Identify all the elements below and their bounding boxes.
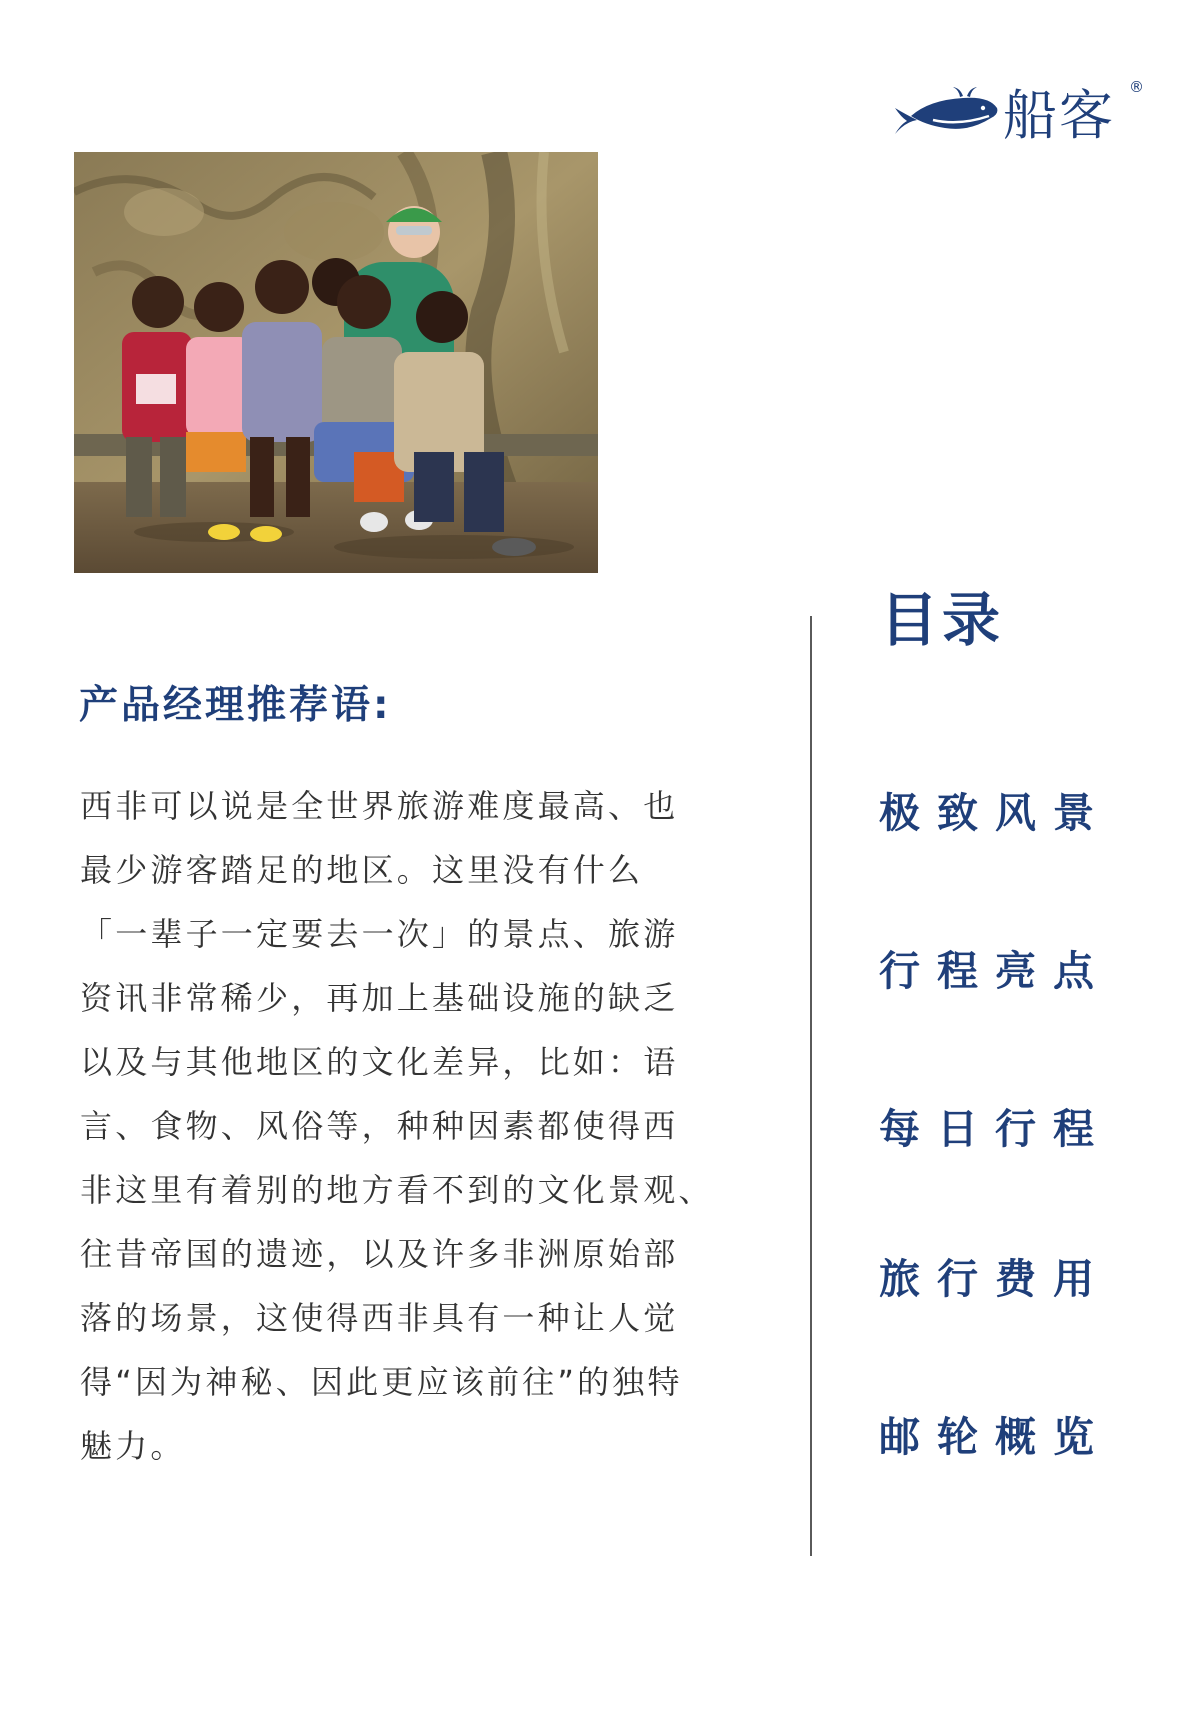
body-line: 「一辈子一定要去一次」的景点、旅游	[80, 915, 679, 953]
registered-mark: ®	[1129, 78, 1144, 96]
body-line: 以及与其他地区的文化差异，比如：语	[80, 1043, 679, 1081]
toc-item-scenery[interactable]: 极致风景	[879, 789, 1111, 837]
toc-title: 目录	[880, 586, 1005, 654]
recommendation-body	[80, 774, 714, 1478]
toc-item-daily-itinerary[interactable]: 每日行程	[879, 1105, 1111, 1153]
body-line: 言、食物、风俗等，种种因素都使得西	[80, 1107, 679, 1145]
recommendation-heading: 产品经理推荐语:	[79, 683, 392, 728]
toc-item-highlights[interactable]: 行程亮点	[879, 947, 1111, 995]
toc-item-travel-cost[interactable]: 旅行费用	[879, 1255, 1111, 1303]
toc-item-cruise-overview[interactable]: 邮轮概览	[879, 1413, 1111, 1461]
group-photo	[74, 152, 598, 573]
whale-icon	[893, 86, 1001, 142]
vertical-divider	[810, 616, 812, 1556]
body-line: 非这里有着别的地方看不到的文化景观、	[80, 1171, 714, 1209]
body-line: 资讯非常稀少，再加上基础设施的缺乏	[80, 979, 679, 1017]
body-line: 往昔帝国的遗迹，以及许多非洲原始部	[80, 1235, 679, 1273]
brand-logo	[893, 78, 1143, 158]
body-line: 魅力。	[80, 1427, 186, 1465]
body-line: 西非可以说是全世界旅游难度最高、也	[80, 787, 679, 825]
brand-name: 船客	[1003, 84, 1115, 147]
body-line: 最少游客踏足的地区。这里没有什么	[80, 851, 644, 889]
body-line: 落的场景，这使得西非具有一种让人觉	[80, 1299, 679, 1337]
body-line: 得“因为神秘、因此更应该前往”的独特	[80, 1363, 683, 1401]
